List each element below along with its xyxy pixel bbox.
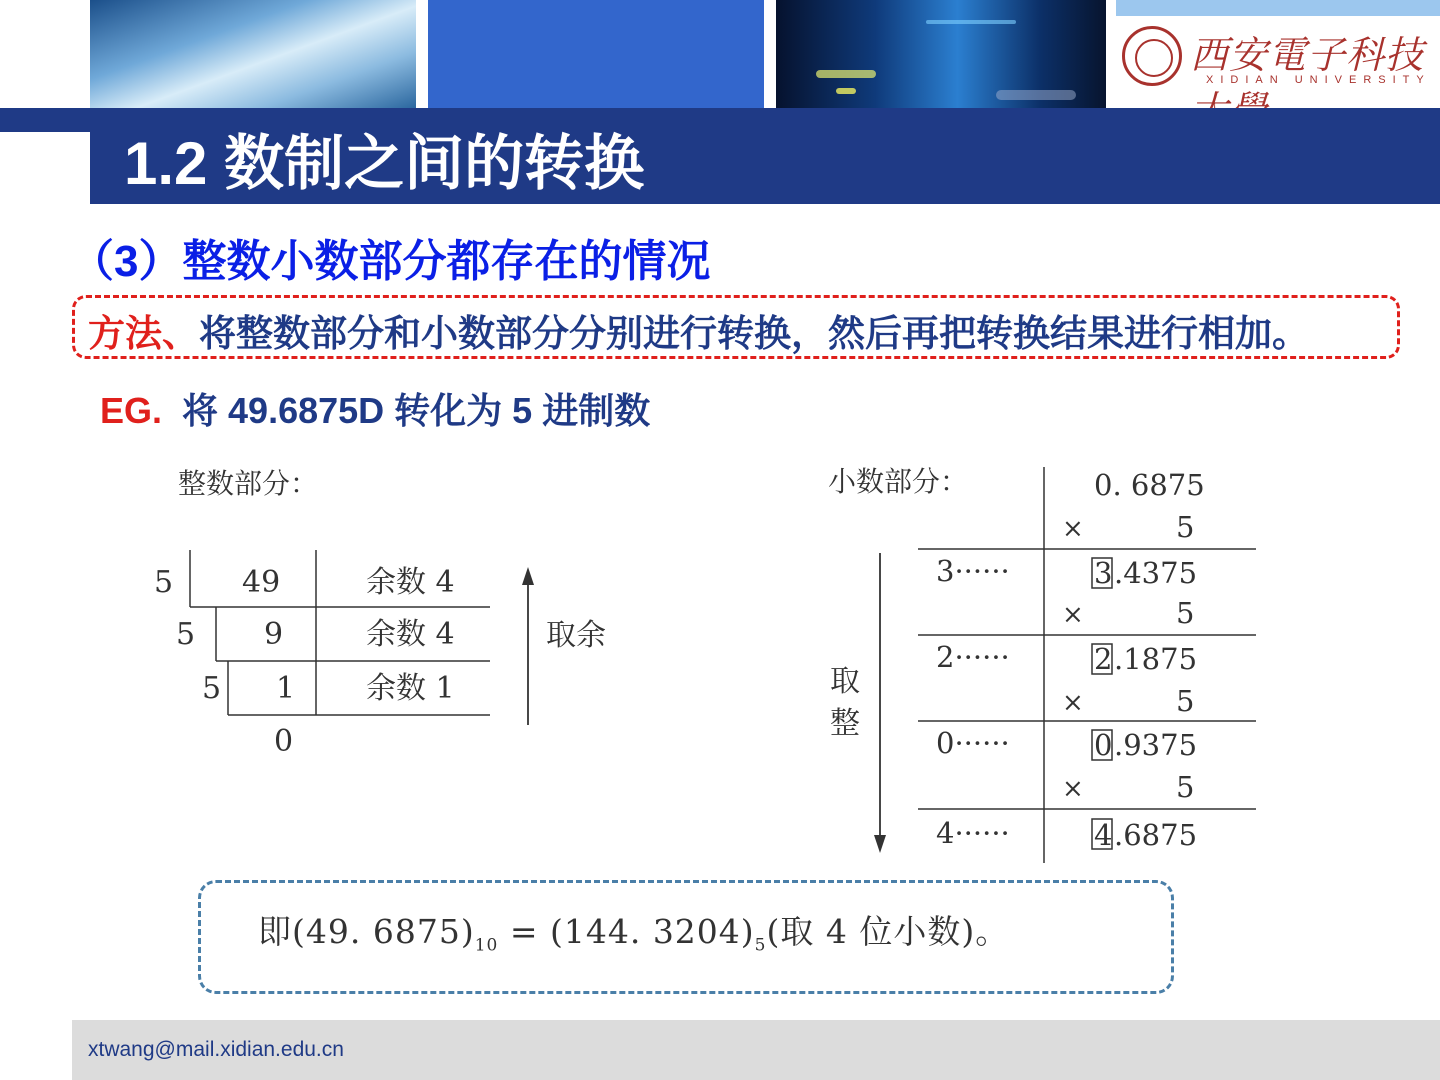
university-logo	[1116, 0, 1440, 92]
remainder-2: 余数 4	[366, 617, 455, 652]
multiplier-1: 5	[1176, 596, 1195, 630]
university-name-cn: 西安電子科技	[1190, 33, 1425, 77]
take-integer-label-1: 取	[830, 664, 860, 699]
result-prefix: 即(49. 6875)	[258, 912, 475, 951]
result-suffix: (取 4 位小数)。	[766, 912, 1010, 951]
slide-title: 1.2 数制之间的转换	[124, 130, 645, 197]
step-rest-3: .9375	[1114, 728, 1198, 762]
multiplier-2: 5	[1176, 684, 1195, 718]
remainder-arrow-label: 取余	[546, 618, 606, 653]
footer-email: xtwang@mail.xidian.edu.cn	[88, 1038, 344, 1061]
result-base-from: 10	[474, 935, 499, 956]
step-label-4: 4······	[936, 816, 1010, 850]
step-rest-1: .4375	[1114, 556, 1198, 590]
step-label-1: 3······	[936, 554, 1010, 588]
step-digit-3: 0	[1094, 728, 1113, 762]
university-seal-icon	[1122, 26, 1182, 86]
example-line	[100, 388, 650, 434]
method-body: 将整数部分和小数部分分别进行转换，然后再把转换结果进行相加。	[199, 313, 1309, 354]
divisor-3: 5	[202, 671, 222, 706]
result-equation	[258, 906, 1009, 956]
result-middle: = (144. 3204)	[498, 912, 755, 951]
integer-conversion-figure	[140, 455, 640, 775]
step-digit-1: 3	[1094, 556, 1113, 590]
remainder-3: 余数 1	[366, 671, 455, 706]
result-base-to: 5	[754, 935, 767, 956]
dividend-2: 9	[264, 617, 284, 652]
divisor-1: 5	[154, 565, 174, 600]
multiplier-0: 5	[1176, 510, 1195, 544]
fraction-conversion-figure	[820, 455, 1270, 875]
step-digit-2: 2	[1094, 642, 1113, 676]
dividend-1: 49	[242, 565, 281, 600]
step-rest-4: .6875	[1114, 818, 1198, 852]
step-label-3: 0······	[936, 726, 1010, 760]
fraction-start: 0. 6875	[1094, 468, 1205, 502]
times-sign-2: ×	[1062, 688, 1084, 718]
divisor-2: 5	[176, 617, 196, 652]
step-digit-4: 4	[1094, 818, 1113, 852]
down-arrow-head-icon	[874, 835, 886, 853]
dividend-3: 1	[276, 671, 296, 706]
times-sign-0: ×	[1062, 514, 1084, 544]
example-text: 将 49.6875D 转化为 5 进制数	[182, 390, 651, 431]
step-label-2: 2······	[936, 640, 1010, 674]
times-sign-3: ×	[1062, 774, 1084, 804]
integer-heading: 整数部分：	[178, 467, 319, 500]
final-quotient: 0	[274, 724, 294, 759]
title-bar-strip	[0, 108, 92, 132]
university-name-en: XIDIAN UNIVERSITY	[1206, 74, 1431, 86]
fraction-heading: 小数部分：	[828, 465, 969, 498]
take-integer-label-2: 整	[830, 706, 860, 741]
times-sign-1: ×	[1062, 600, 1084, 630]
method-text	[88, 310, 1388, 358]
remainder-1: 余数 4	[366, 565, 455, 600]
method-label: 方法、	[88, 313, 199, 354]
section-subtitle: （3）整数小数部分都存在的情况	[70, 237, 711, 286]
step-rest-2: .1875	[1114, 642, 1198, 676]
example-label: EG.	[100, 390, 163, 431]
header-image-blue-panel	[428, 0, 764, 108]
header-image-keyboard	[90, 0, 416, 108]
header-image-circuit	[776, 0, 1106, 108]
multiplier-3: 5	[1176, 770, 1195, 804]
up-arrow-head-icon	[522, 567, 534, 585]
